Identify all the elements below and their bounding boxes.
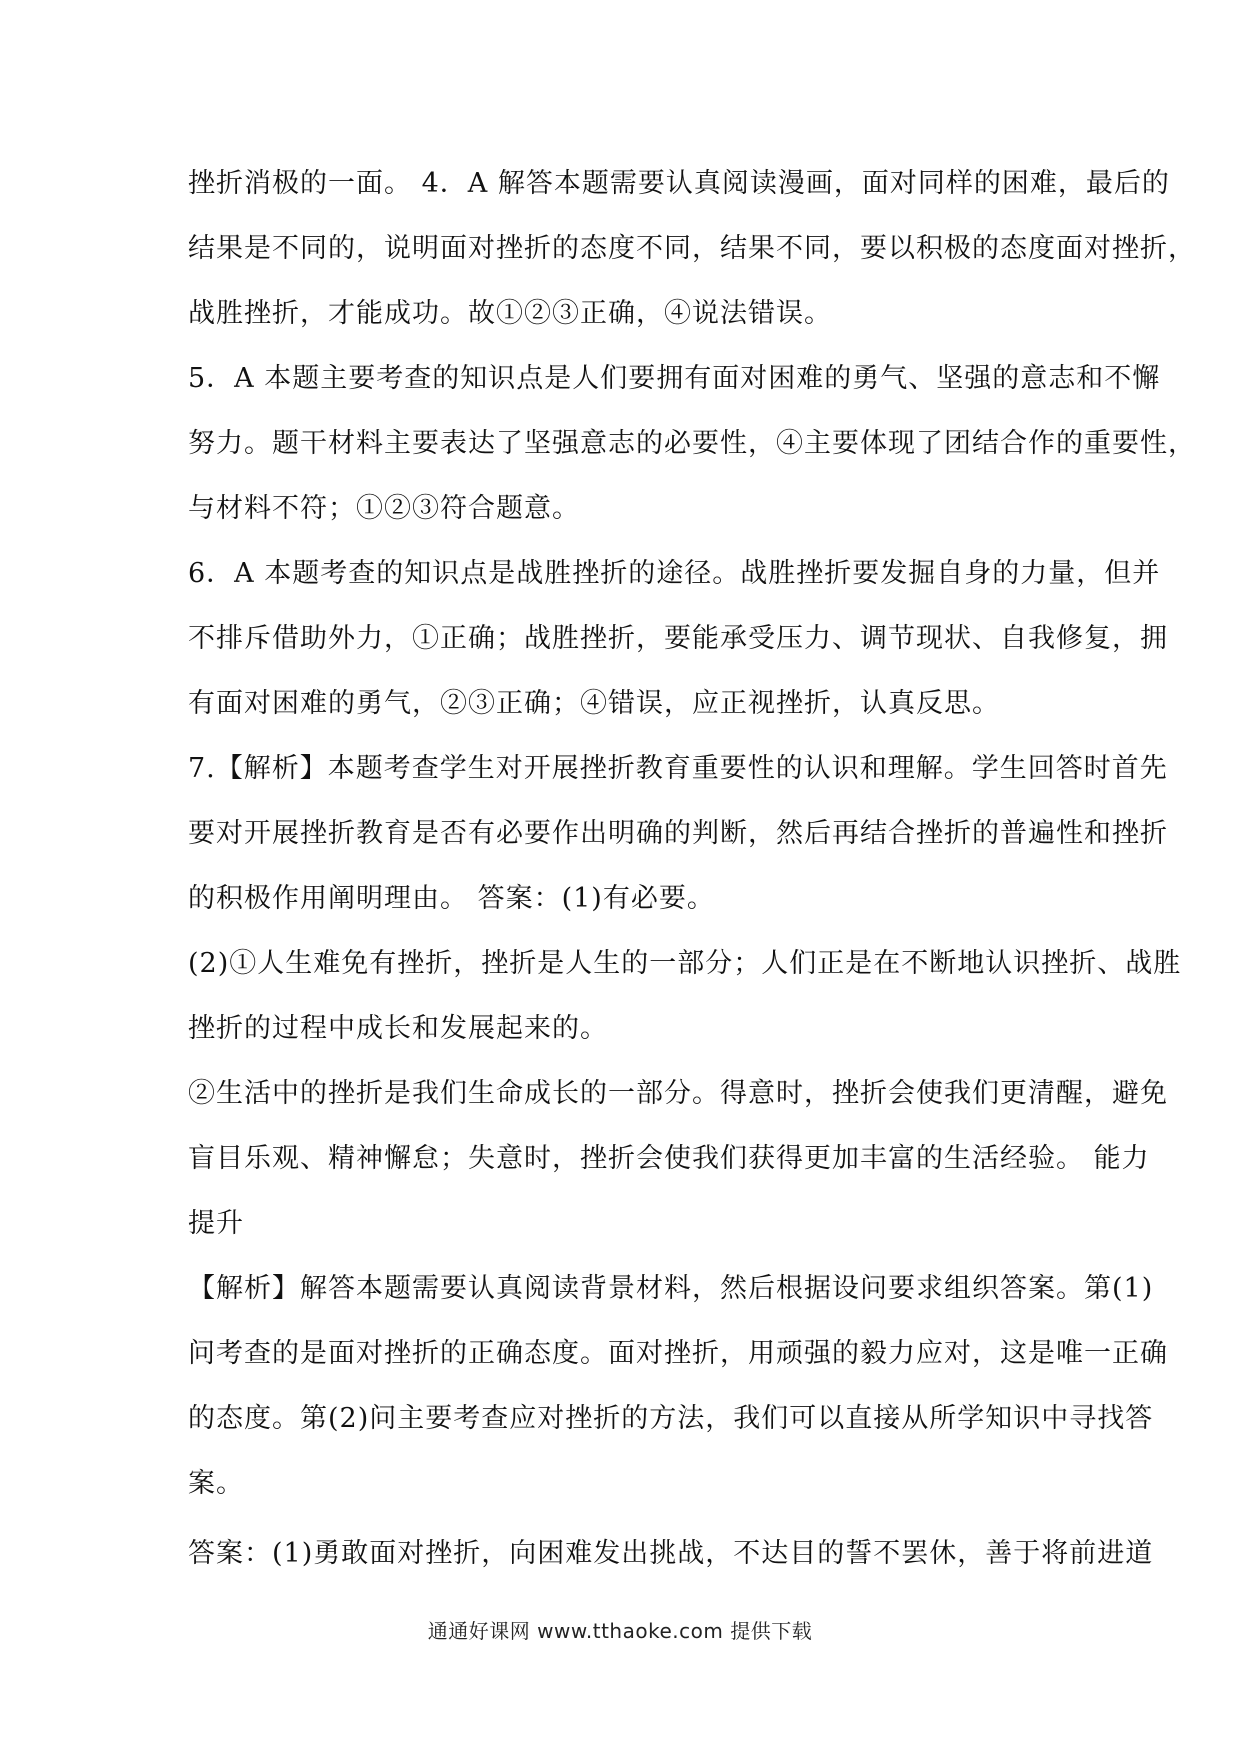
text-line: 有面对困难的勇气，②③正确；④错误，应正视挫折，认真反思。 <box>188 688 1000 719</box>
text-line: 结果是不同的，说明面对挫折的态度不同，结果不同，要以积极的态度面对挫折， <box>188 233 1196 264</box>
text-line: 的态度。第(2)问主要考查应对挫折的方法，我们可以直接从所学知识中寻找答 <box>188 1403 1154 1434</box>
text-line: 盲目乐观、精神懈怠；失意时，挫折会使我们获得更加丰富的生活经验。 能力 <box>188 1143 1150 1174</box>
text-line: 挫折的过程中成长和发展起来的。 <box>188 1013 608 1044</box>
text-line: 5．A 本题主要考查的知识点是人们要拥有面对困难的勇气、坚强的意志和不懈 <box>188 363 1161 394</box>
text-line: 案。 <box>188 1468 244 1499</box>
text-line: 答案：(1)勇敢面对挫折，向困难发出挑战，不达目的誓不罢休，善于将前进道 <box>188 1538 1154 1569</box>
text-line: 战胜挫折，才能成功。故①②③正确，④说法错误。 <box>188 298 832 329</box>
page-footer: 通通好课网 www.tthaoke.com 提供下载 <box>427 1619 813 1643</box>
text-line: 努力。题干材料主要表达了坚强意志的必要性，④主要体现了团结合作的重要性， <box>188 428 1196 459</box>
text-line: 6．A 本题考查的知识点是战胜挫折的途径。战胜挫折要发掘自身的力量，但并 <box>188 558 1161 589</box>
text-line: (2)①人生难免有挫折，挫折是人生的一部分；人们正是在不断地认识挫折、战胜 <box>188 948 1182 979</box>
text-line: 不排斥借助外力，①正确；战胜挫折，要能承受压力、调节现状、自我修复，拥 <box>188 623 1168 654</box>
text-line: 【解析】解答本题需要认真阅读背景材料，然后根据设问要求组织答案。第(1) <box>188 1273 1154 1304</box>
text-line: 的积极作用阐明理由。 答案：(1)有必要。 <box>188 883 715 914</box>
text-line: 提升 <box>188 1208 244 1239</box>
text-line: 7.【解析】本题考查学生对开展挫折教育重要性的认识和理解。学生回答时首先 <box>188 753 1168 784</box>
text-line: 挫折消极的一面。 4．A 解答本题需要认真阅读漫画，面对同样的困难，最后的 <box>188 168 1170 199</box>
text-line: 与材料不符；①②③符合题意。 <box>188 493 580 524</box>
text-line: 问考查的是面对挫折的正确态度。面对挫折，用顽强的毅力应对，这是唯一正确 <box>188 1338 1168 1369</box>
text-line: 要对开展挫折教育是否有必要作出明确的判断，然后再结合挫折的普遍性和挫折 <box>188 818 1168 849</box>
text-line: ②生活中的挫折是我们生命成长的一部分。得意时，挫折会使我们更清醒，避免 <box>188 1078 1168 1109</box>
